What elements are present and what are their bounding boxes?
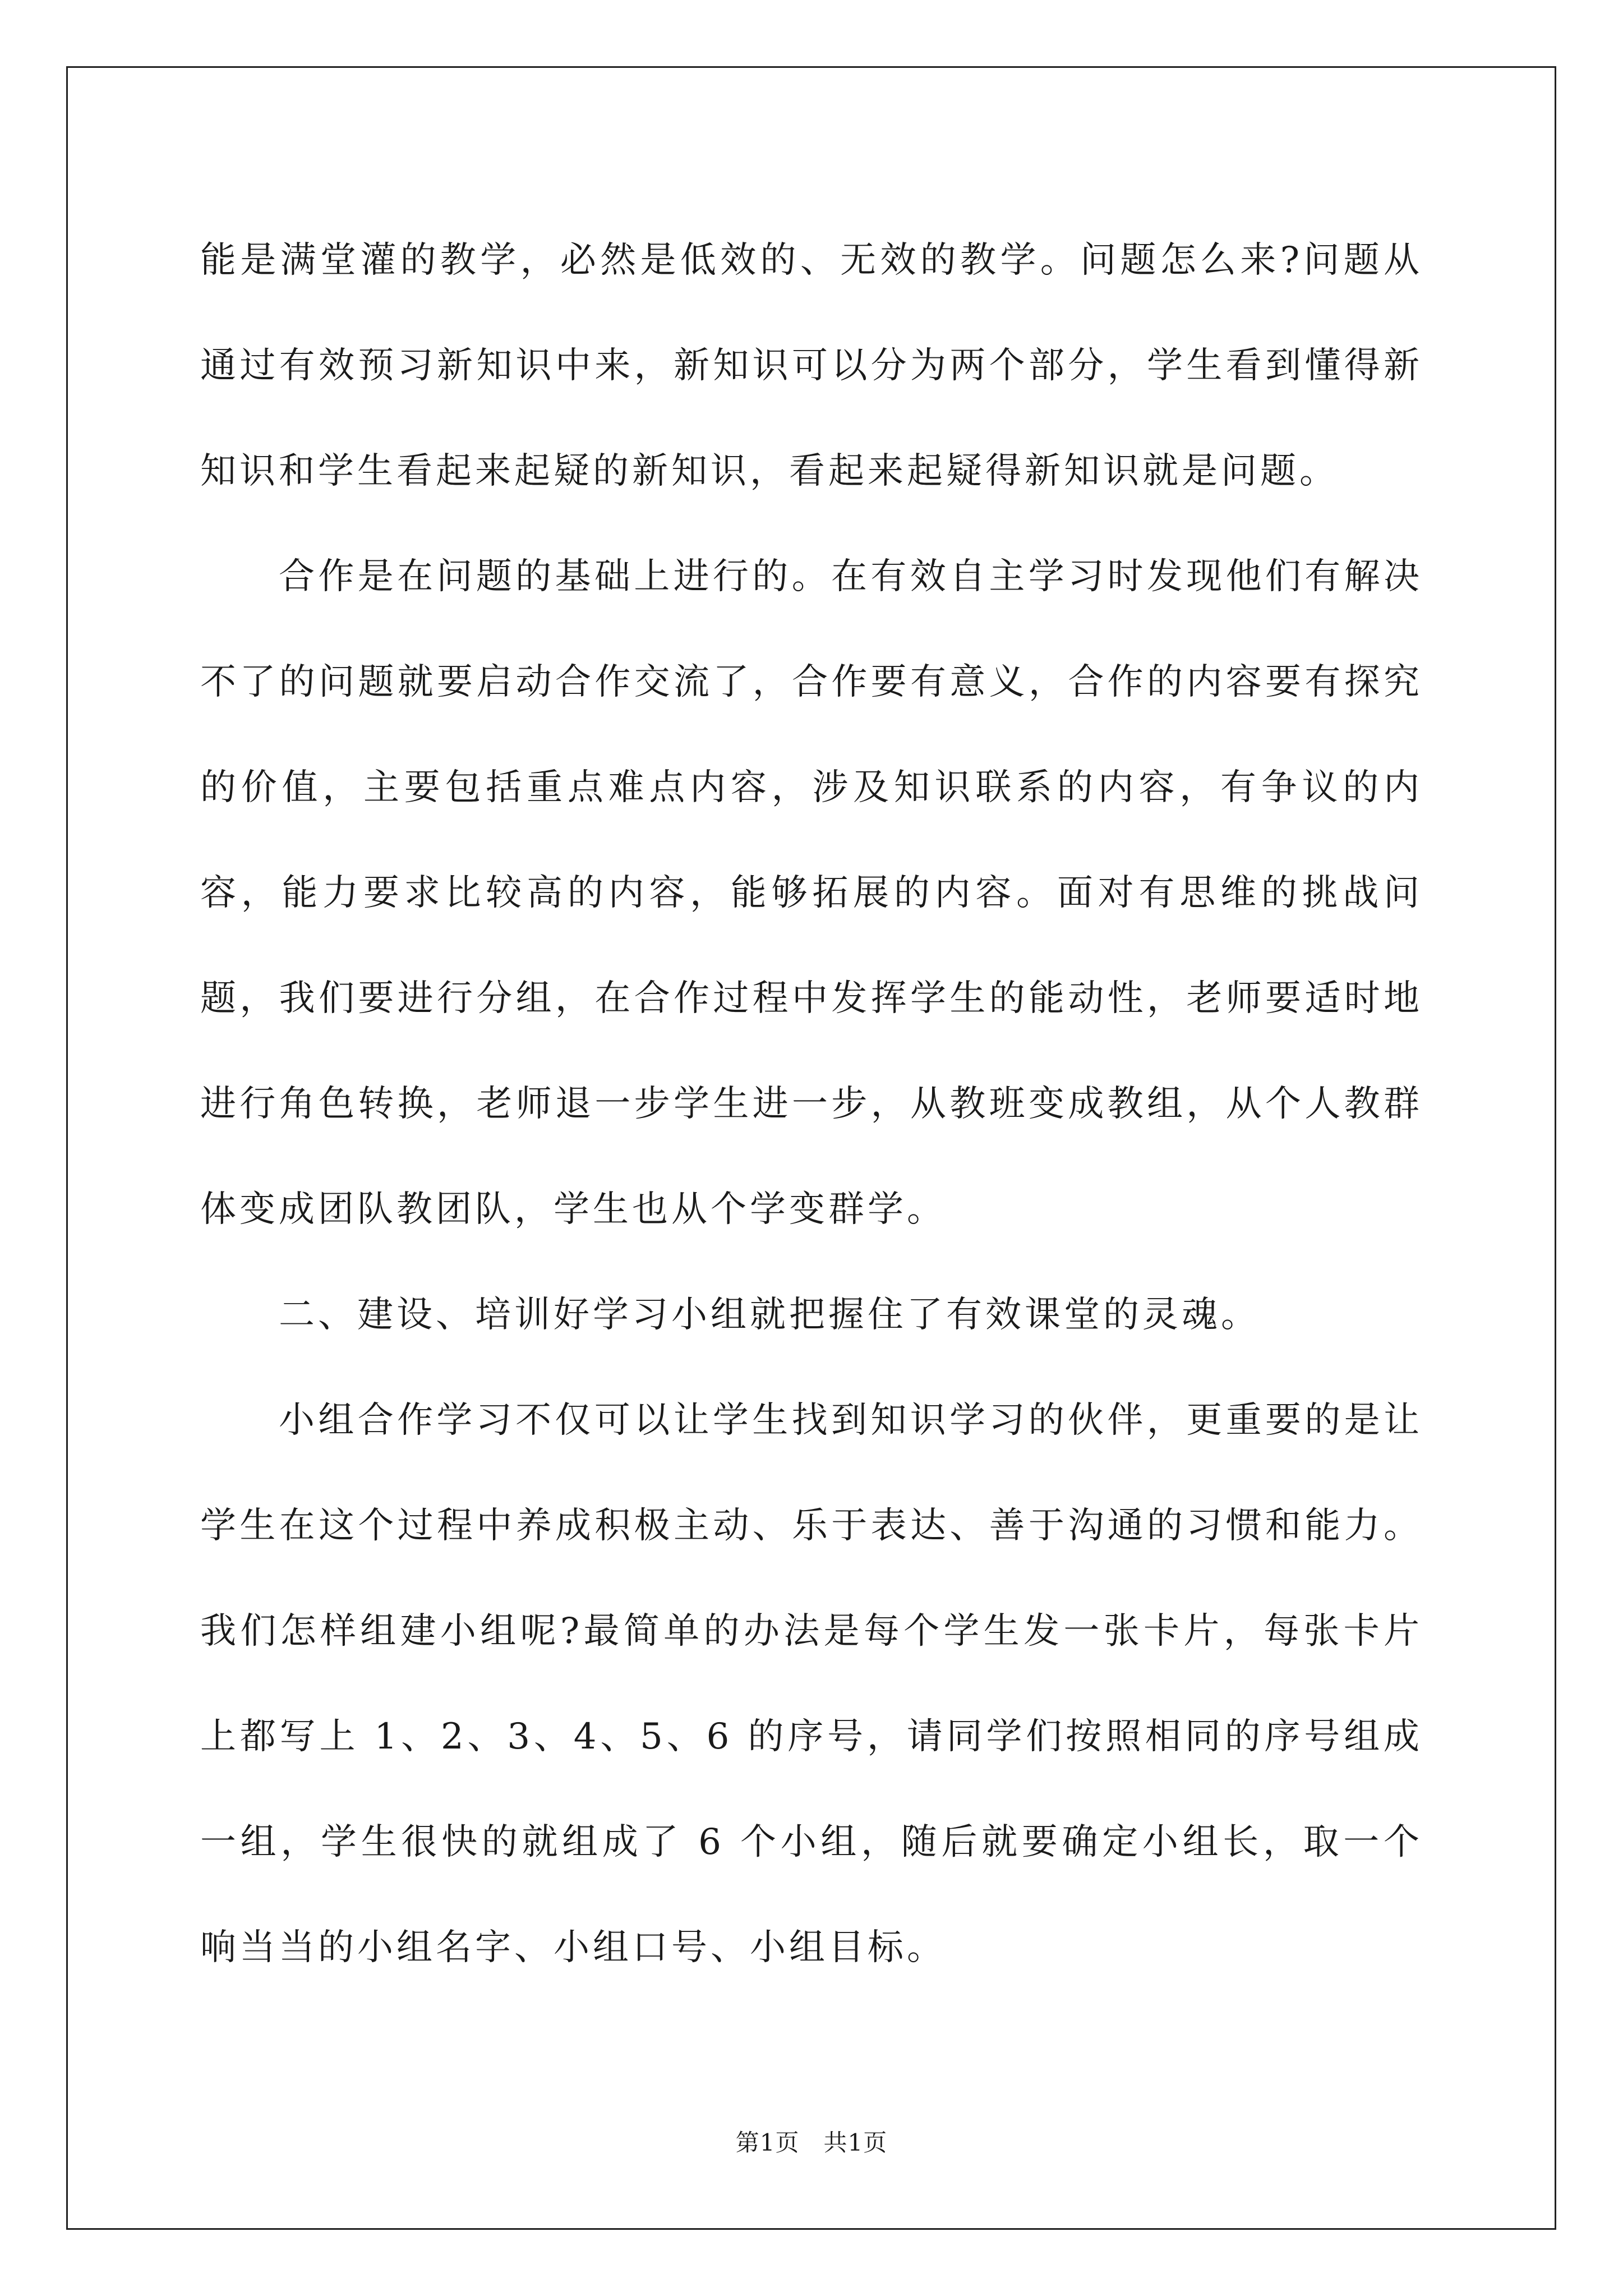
paragraph-4: 小组合作学习不仅可以让学生找到知识学习的伙伴，更重要的是让学生在这个过程中养成积极主动、乐于表达、善于沟通的习惯和能力。我们怎样组建小组呢?最简单的办法是每个学生发一张卡片，每张卡片上都写上 1、2、3、4、5、6 的序号，请同学们按照相同的序号组成一组，学生很快的就组成了 6 个小组，随后就要确定小组长，取一个响当当的小组名字、小组口号、小组目标。 bbox=[200, 1400, 1423, 1968]
page-total: 共1页 bbox=[823, 2129, 888, 2156]
paragraph-1: 能是满堂灌的教学，必然是低效的、无效的教学。问题怎么来?问题从通过有效预习新知识中来，新知识可以分为两个部分，学生看到懂得新知识和学生看起来起疑的新知识，看起来起疑得新知识就是问题。 bbox=[200, 240, 1423, 492]
page-number: 第1页 bbox=[735, 2129, 800, 2156]
document-body bbox=[200, 208, 1423, 2000]
paragraph-2: 合作是在问题的基础上进行的。在有效自主学习时发现他们有解决不了的问题就要启动合作交流了，合作要有意义，合作的内容要有探究的价值，主要包括重点难点内容，涉及知识联系的内容，有争议的内容，能力要求比较高的内容，能够拓展的内容。面对有思维的挑战问题，我们要进行分组，在合作过程中发挥学生的能动性，老师要适时地进行角色转换，老师退一步学生进一步，从教班变成教组，从个人教群体变成团队教团队，学生也从个学变群学。 bbox=[200, 556, 1423, 1230]
page-footer bbox=[0, 2126, 1623, 2160]
footer-spacer bbox=[799, 2129, 823, 2156]
paragraph-3-heading: 二、建设、培训好学习小组就把握住了有效课堂的灵魂。 bbox=[279, 1294, 1260, 1336]
